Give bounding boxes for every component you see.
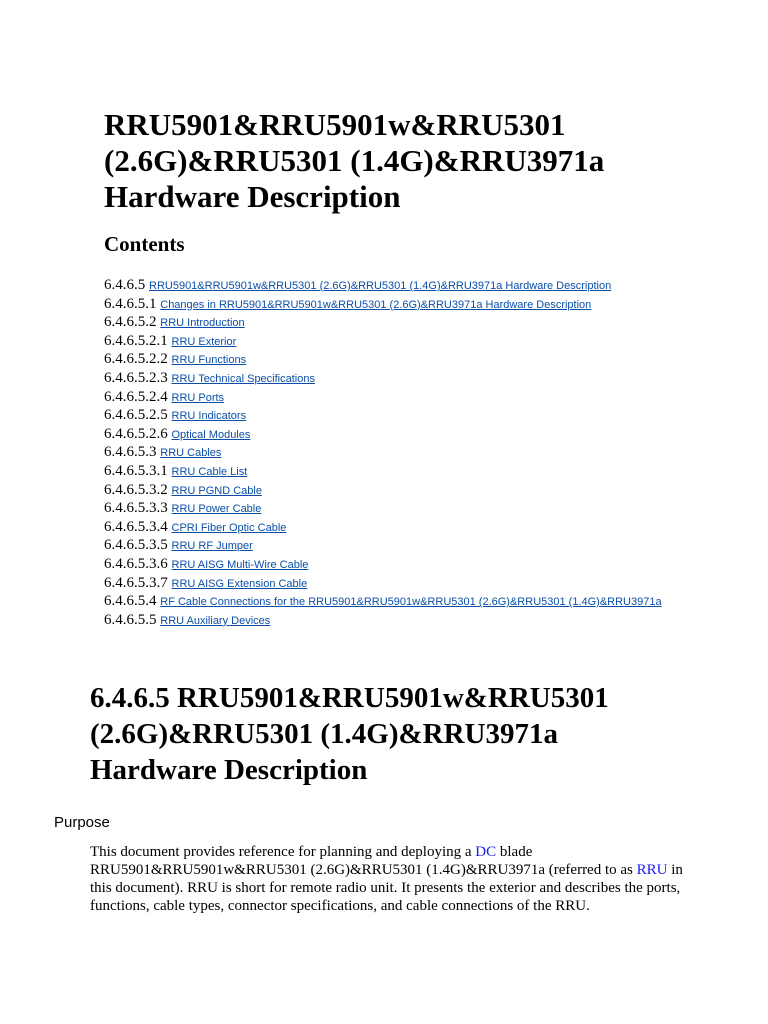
toc-link[interactable]: RRU Cables bbox=[160, 447, 222, 460]
toc-link[interactable]: RRU Functions bbox=[171, 354, 247, 367]
toc-link[interactable]: RF Cable Connections for the RRU5901&RRU5901w&RRU5301 (2.6G)&RRU5301 (1.4G)&RRU3971a bbox=[160, 596, 662, 609]
toc-number: 6.4.6.5.3.6 bbox=[104, 555, 168, 572]
toc-number: 6.4.6.5.5 bbox=[104, 611, 157, 628]
toc-link[interactable]: RRU Cable List bbox=[171, 465, 248, 478]
toc-number: 6.4.6.5.3 bbox=[104, 444, 157, 461]
rru-link[interactable]: RRU bbox=[636, 862, 668, 878]
toc-number: 6.4.6.5.2.3 bbox=[104, 369, 168, 386]
toc-number: 6.4.6.5.2.5 bbox=[104, 407, 168, 424]
toc-number: 6.4.6.5.2.4 bbox=[104, 388, 168, 405]
toc-number: 6.4.6.5.2 bbox=[104, 314, 157, 331]
section-title: 6.4.6.5 RRU5901&RRU5901w&RRU5301 (2.6G)&RRU5301 (1.4G)&RRU3971a Hardware Description bbox=[90, 682, 609, 786]
toc-link[interactable]: Changes in RRU5901&RRU5901w&RRU5301 (2.6G)&RRU3971a Hardware Description bbox=[160, 298, 592, 311]
paragraph-text: in this document). RRU is short for remote radio unit. It presents the exterior and describes the ports, functions, cable types, connector specifications, and cable connections of the RRU. bbox=[90, 862, 683, 914]
toc-item bbox=[104, 575, 664, 594]
document-title: RRU5901&RRU5901w&RRU5301 (2.6G)&RRU5301 (1.4G)&RRU3971a Hardware Description bbox=[104, 107, 605, 214]
toc-link[interactable]: RRU AISG Multi-Wire Cable bbox=[171, 558, 309, 571]
toc-item bbox=[104, 519, 664, 538]
toc-link[interactable]: RRU Indicators bbox=[171, 410, 247, 423]
toc-number: 6.4.6.5.3.2 bbox=[104, 481, 168, 498]
toc-link[interactable]: RRU Exterior bbox=[171, 335, 237, 348]
toc-number: 6.4.6.5.3.1 bbox=[104, 462, 168, 479]
toc-item bbox=[104, 370, 664, 389]
toc-number: 6.4.6.5.3.4 bbox=[104, 518, 168, 535]
toc-item bbox=[104, 612, 664, 631]
toc-item bbox=[104, 407, 664, 426]
toc-link[interactable]: RRU AISG Extension Cable bbox=[171, 577, 308, 590]
dc-link[interactable]: DC bbox=[475, 844, 497, 860]
toc-number: 6.4.6.5.2.2 bbox=[104, 351, 168, 368]
toc-link[interactable]: RRU Technical Specifications bbox=[171, 372, 315, 385]
toc-item bbox=[104, 333, 664, 352]
toc-item bbox=[104, 482, 664, 501]
toc-number: 6.4.6.5.1 bbox=[104, 295, 157, 312]
table-of-contents bbox=[104, 277, 664, 630]
toc-item bbox=[104, 296, 664, 315]
toc-item bbox=[104, 556, 664, 575]
toc-link[interactable]: Optical Modules bbox=[171, 428, 251, 441]
toc-number: 6.4.6.5.3.7 bbox=[104, 574, 168, 591]
toc-link[interactable]: RRU Power Cable bbox=[171, 503, 262, 516]
toc-item bbox=[104, 426, 664, 445]
toc-item bbox=[104, 314, 664, 333]
toc-link[interactable]: RRU Auxiliary Devices bbox=[160, 614, 271, 627]
toc-link[interactable]: RRU5901&RRU5901w&RRU5301 (2.6G)&RRU5301 (1.4G)&RRU3971a Hardware Description bbox=[149, 280, 612, 292]
toc-number: 6.4.6.5.3.3 bbox=[104, 500, 168, 517]
toc-item bbox=[104, 593, 664, 612]
toc-link[interactable]: CPRI Fiber Optic Cable bbox=[171, 521, 287, 534]
toc-number: 6.4.6.5 bbox=[104, 277, 146, 293]
toc-number: 6.4.6.5.2.1 bbox=[104, 332, 168, 349]
toc-link[interactable]: RRU Ports bbox=[171, 391, 225, 404]
paragraph-text: This document provides reference for planning and deploying a bbox=[90, 844, 476, 860]
toc-item bbox=[104, 389, 664, 408]
purpose-heading: Purpose bbox=[54, 814, 110, 831]
paragraph-text: blade RRU5901&RRU5901w&RRU5301 (2.6G)&RRU5301 (1.4G)&RRU3971a (referred to as bbox=[90, 844, 637, 878]
purpose-paragraph bbox=[90, 843, 690, 915]
toc-link[interactable]: RRU Introduction bbox=[160, 317, 245, 330]
toc-link[interactable]: RRU PGND Cable bbox=[171, 484, 262, 497]
toc-number: 6.4.6.5.2.6 bbox=[104, 425, 168, 442]
toc-item bbox=[104, 500, 664, 519]
contents-heading: Contents bbox=[104, 232, 185, 256]
toc-item bbox=[104, 351, 664, 370]
toc-item bbox=[104, 537, 664, 556]
toc-number: 6.4.6.5.4 bbox=[104, 593, 157, 610]
toc-item bbox=[104, 277, 664, 296]
toc-item bbox=[104, 444, 664, 463]
toc-link[interactable]: RRU RF Jumper bbox=[171, 540, 253, 553]
toc-item bbox=[104, 463, 664, 482]
toc-number: 6.4.6.5.3.5 bbox=[104, 537, 168, 554]
